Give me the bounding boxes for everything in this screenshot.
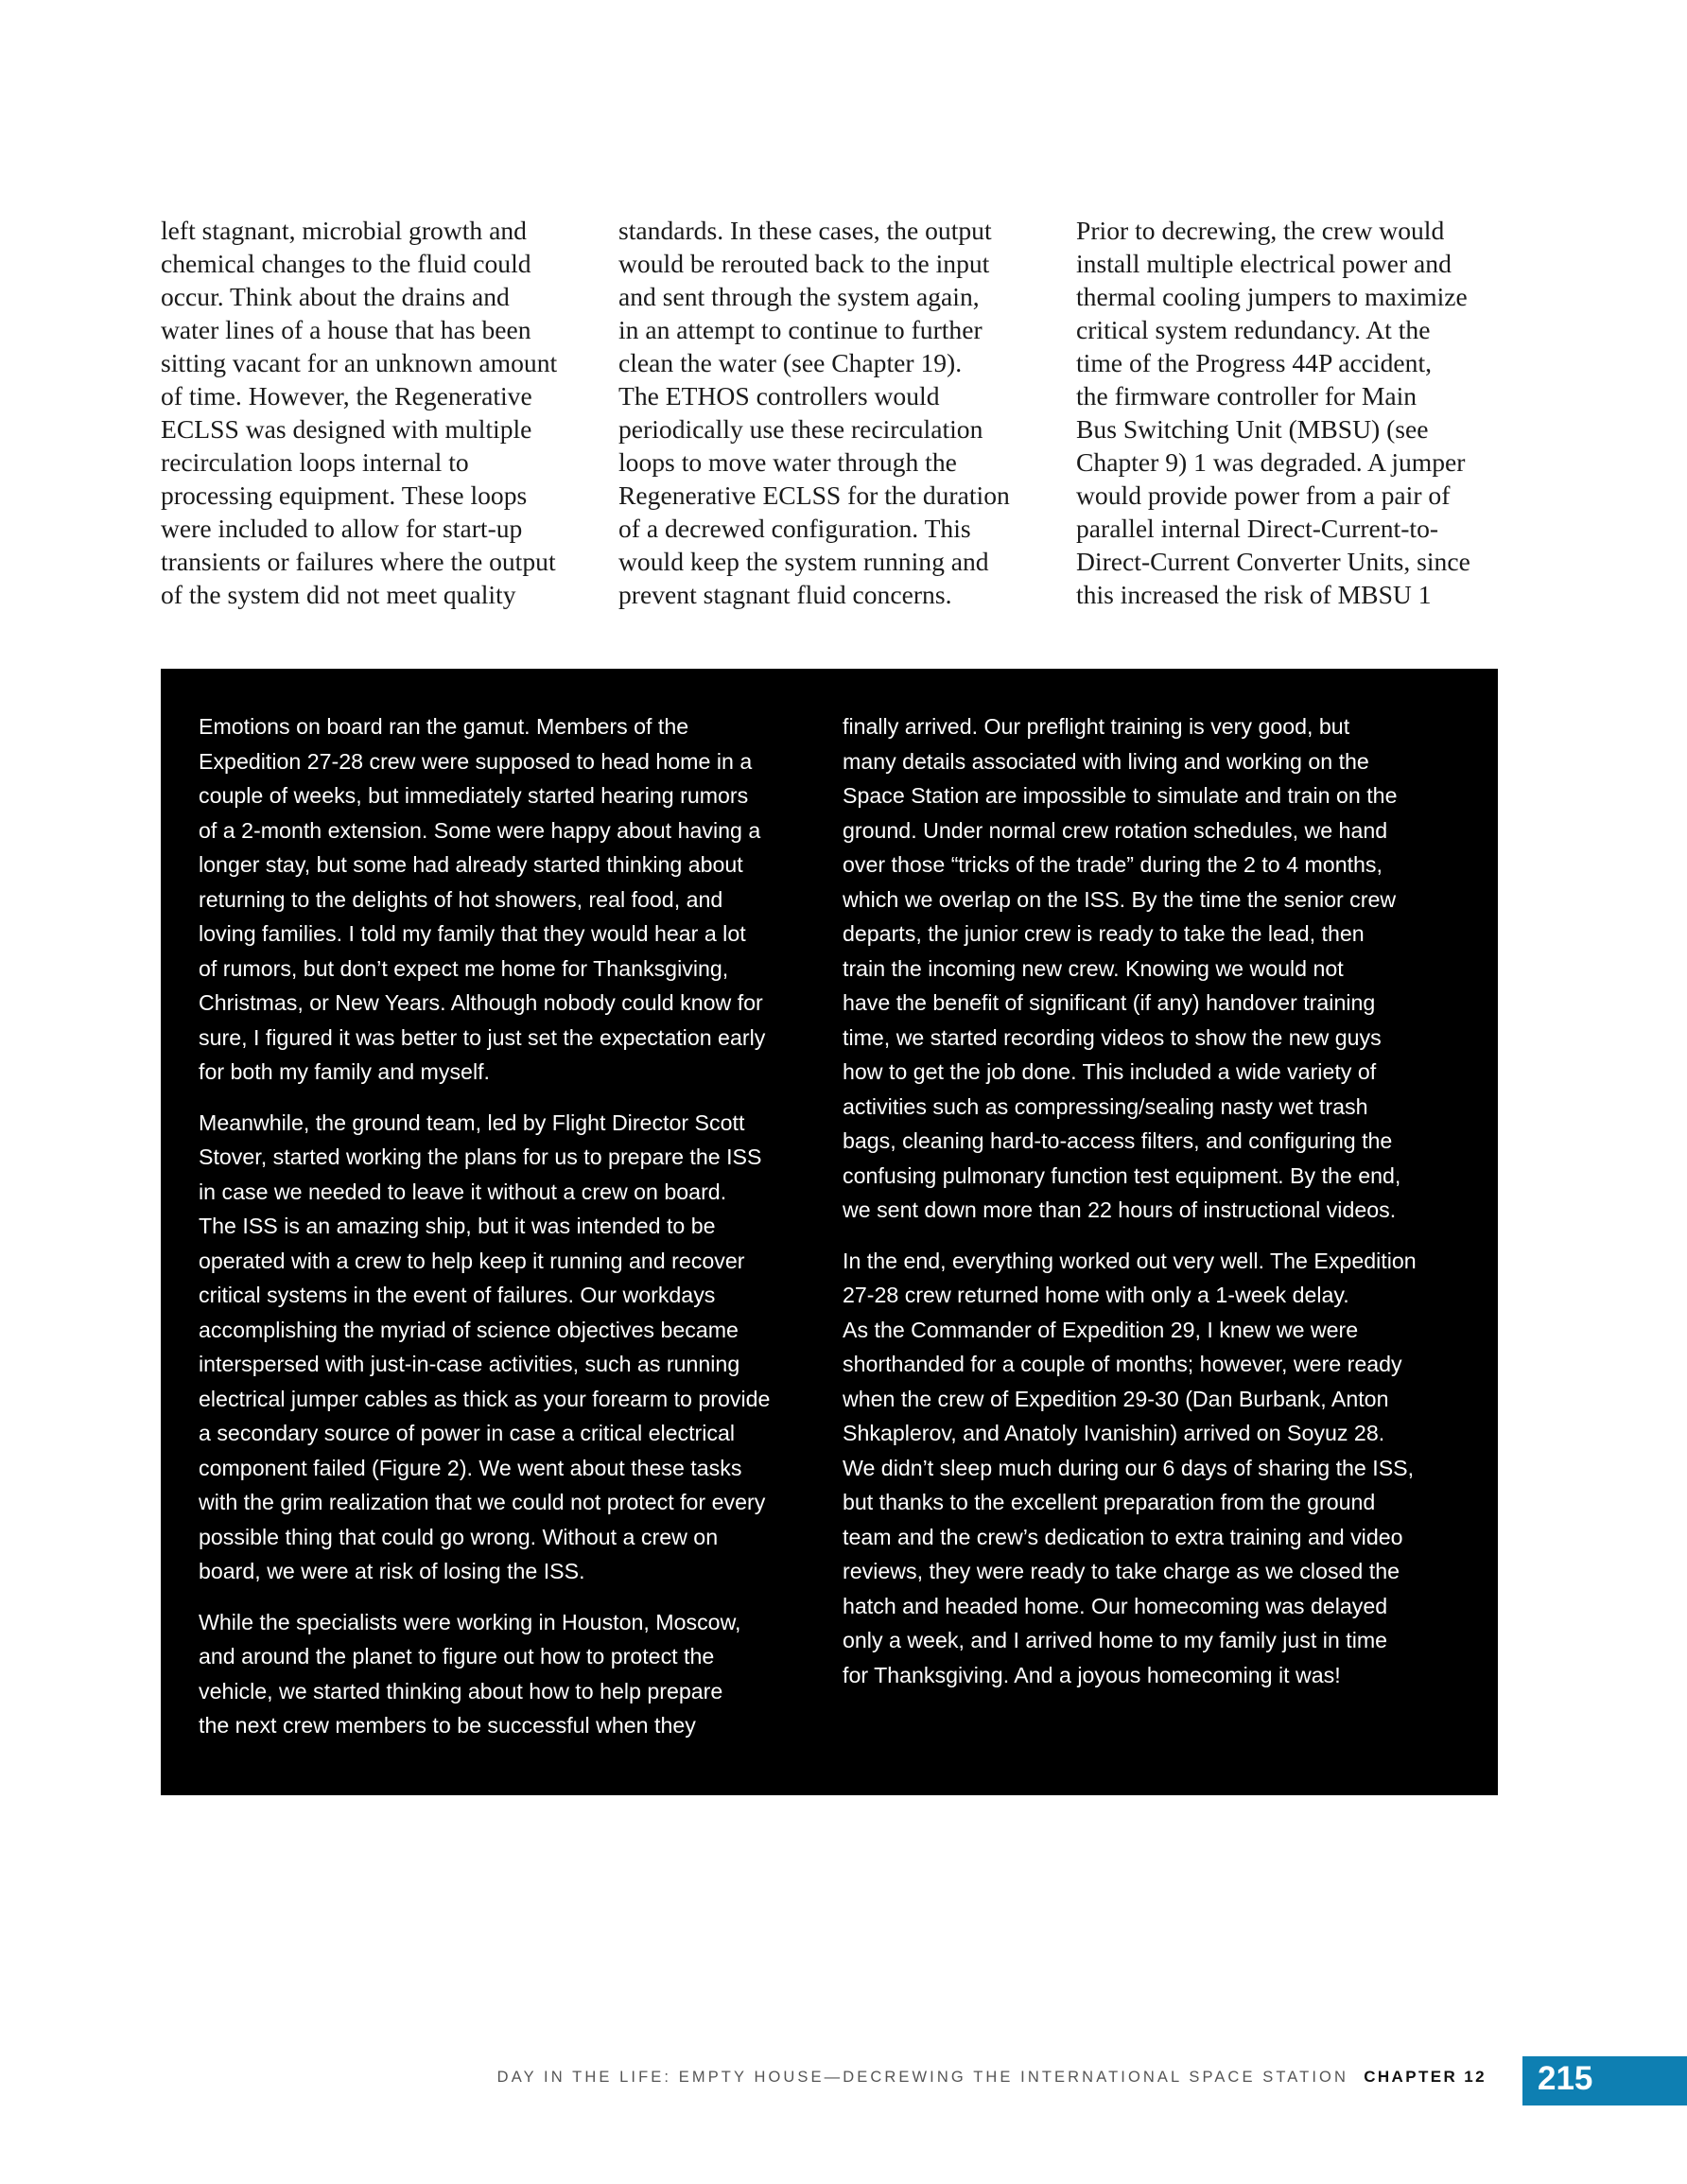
body-column-1 [161,214,586,611]
body-paragraph: standards. In these cases, the output would be rerouted back to the input and sent through the system again, in an attempt to continue to further clean the water (see Chapter 19). The ETHOS controllers would periodically use these recirculation loops to move water through the Regenerative ECLSS for the duration of a decrewed configuration. This would keep the system running and prevent stagnant fluid concerns. [618,216,1010,609]
sidebar-column-right [843,709,1476,1708]
sidebar-paragraph: Meanwhile, the ground team, led by Flight Director Scott Stover, started working the plans for us to prepare the ISS in case we needed to leave it without a crew on board. The ISS is an amazing ship, but it was intended to be operated with a crew to help keep it running and recover critical systems in the event of failures. Our workdays accomplishing the myriad of science objectives became interspersed with just-in-case activities, such as running electrical jumper cables as thick as your forearm to provide a secondary source of power in case a critical electrical component failed (Figure 2). We went about these tasks with the grim realization that we could not protect for every possible thing that could go wrong. Without a crew on board, we were at risk of losing the ISS. [199,1109,771,1583]
body-paragraph: left stagnant, microbial growth and chemical changes to the fluid could occur. Think about the drains and water lines of a house that has been sitting vacant for an unknown amount of time. However, the Regenerative ECLSS was designed with multiple recirculation loops internal to processing equipment. These loops were included to allow for start-up transients or failures where the output of the system did not meet quality [161,216,558,609]
page-number: 215 [1538,2060,1593,2097]
sidebar-paragraph: finally arrived. Our preflight training is very good, but many details associated with living and working on the Space Station are impossible to simulate and train on the ground. Under normal crew rotation schedules, we hand over those “tricks of the trade” during the 2 to 4 months, which we overlap on the ISS. By the time the senior crew departs, the junior crew is ready to take the lead, then train the incoming new crew. Knowing we would not have the benefit of significant (if any) handover training time, we started recording videos to show the new guys how to get the job done. This included a wide variety of activities such as compressing/sealing nasty wet trash bags, cleaning hard-to-access filters, and configuring the confusing pulmonary function test equipment. By the end, we sent down more than 22 hours of instructional videos. [843,714,1401,1222]
sidebar-paragraph: In the end, everything worked out very well. The Expedition 27-28 crew returned home with only a 1-week delay. As the Commander of Expedition 29, I knew we were shorthanded for a couple of months; however, were ready when the crew of Expedition 29-30 (Dan Burbank, Anton Shkaplerov, and Anatoly Ivanishin) arrived on Soyuz 28. We didn’t sleep much during our 6 days of sharing the ISS, but thanks to the excellent preparation from the ground team and the crew’s dedication to extra training and video reviews, they were ready to take charge as we closed the hatch and headed home. Our homecoming was delayed only a week, and I arrived home to my family just in time for Thanksgiving. And a joyous homecoming it was! [843,1248,1417,1687]
sidebar-box [161,669,1498,1795]
sidebar-paragraph: While the specialists were working in Houston, Moscow, and around the planet to figure out how to protect the vehicle, we started thinking about how to help prepare the next crew members to be successful when they [199,1609,741,1738]
body-paragraph: Prior to decrewing, the crew would install multiple electrical power and thermal cooling jumpers to maximize critical system redundancy. At the time of the Progress 44P accident, the firmware controller for Main Bus Switching Unit (MBSU) (see Chapter 9) 1 was degraded. A jumper would provide power from a pair of parallel internal Direct-Current-to- Direct-Current Converter Units, since this increased the risk of MBSU 1 [1076,216,1470,609]
chapter-label: CHAPTER 12 [1364,2068,1487,2086]
page-number-box [1522,2056,1687,2105]
body-column-3 [1076,214,1502,611]
sidebar-paragraph: Emotions on board ran the gamut. Members of the Expedition 27-28 crew were supposed to head home in a couple of weeks, but immediately started hearing rumors of a 2-month extension. Some were happy about having a longer stay, but some had already started thinking about returning to the delights of hot showers, real food, and loving families. I told my family that they would hear a lot of rumors, but don’t expect me home for Thanksgiving, Christmas, or New Years. Although nobody could know for sure, I figured it was better to just set the expectation early for both my family and myself. [199,714,766,1084]
sidebar-column-left [199,709,832,1759]
body-column-2 [618,214,1044,611]
running-title: DAY IN THE LIFE: EMPTY HOUSE—DECREWING THE INTERNATIONAL SPACE STATION [496,2069,1348,2086]
page-footer [0,2056,1687,2105]
